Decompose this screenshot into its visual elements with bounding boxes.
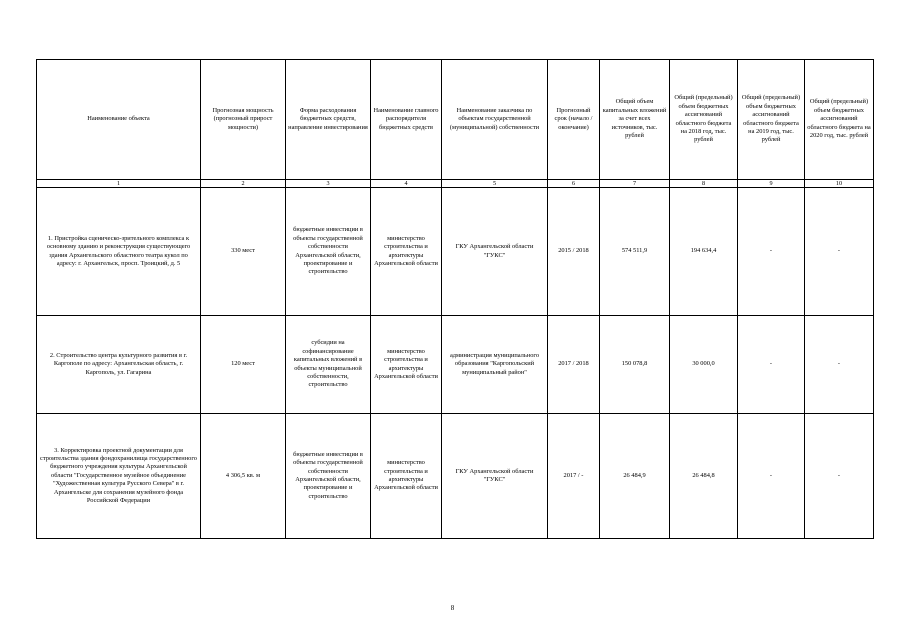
budget-2018-cell: 26 484,8 [670,414,738,539]
investment-objects-table [36,59,874,539]
total-cell: 574 511,9 [600,188,670,316]
object-name-cell: 3. Корректировка проектной документации для строительства здания фондохранилища государственного бюджетного учреждения культуры Архангельской области "Государственное музейное объединение "Художественная культура Русского Севера" в г. Архангельске для сохранения музейного фонда Российской Федерации [37,414,201,539]
column-number: 3 [286,180,371,188]
budget-2020-cell: - [805,316,874,414]
header-capacity: Прогнозная мощность (прогнозный прирост мощности) [201,60,286,180]
form-cell: бюджетные инвестиции в объекты государственной собственности Архангельской области, проектирование и строительство [286,188,371,316]
budget-2019-cell: - [738,414,805,539]
customer-cell: ГКУ Архангельской области "ГУКС" [442,188,548,316]
customer-cell: ГКУ Архангельской области "ГУКС" [442,414,548,539]
table-row [37,316,874,414]
column-number-row [37,180,874,188]
header-2018: Общий (предельный) объем бюджетных ассигнований областного бюджета на 2018 год, тыс. рублей [670,60,738,180]
page-number: 8 [450,604,455,612]
table-row [37,414,874,539]
column-number: 10 [805,180,874,188]
capacity-cell: 4 306,5 кв. м [201,414,286,539]
column-number: 8 [670,180,738,188]
form-cell: субсидии на софинансирование капитальных вложений в объекты муниципальной собственности, строительство [286,316,371,414]
budget-2018-cell: 30 000,0 [670,316,738,414]
budget-2020-cell: - [805,414,874,539]
header-term: Прогнозный срок (начало / окончание) [548,60,600,180]
table-row [37,188,874,316]
column-number: 5 [442,180,548,188]
header-object-name: Наименование объекта [37,60,201,180]
header-2019: Общий (предельный) объем бюджетных ассигнований областного бюджета на 2019 год, тыс. рублей [738,60,805,180]
header-2020: Общий (предельный) объем бюджетных ассигнований областного бюджета на 2020 год, тыс. рублей [805,60,874,180]
capacity-cell: 120 мест [201,316,286,414]
header-total: Общий объем капитальных вложений за счет всех источников, тыс. рублей [600,60,670,180]
column-number: 2 [201,180,286,188]
term-cell: 2015 / 2018 [548,188,600,316]
total-cell: 150 078,8 [600,316,670,414]
table-header-row [37,60,874,180]
header-form: Форма расходования бюджетных средств, направление инвестирования [286,60,371,180]
column-number: 7 [600,180,670,188]
column-number: 9 [738,180,805,188]
object-name-cell: 1. Пристройка сценическо-зрительного комплекса к основному зданию и реконструкция существующего здания Архангельского областного театра кукол по адресу: г. Архангельск, просп. Троицкий, д. 5 [37,188,201,316]
header-customer: Наименование заказчика по объектам государственной (муниципальной) собственности [442,60,548,180]
budget-2020-cell: - [805,188,874,316]
manager-cell: министерство строительства и архитектуры Архангельской области [371,188,442,316]
manager-cell: министерство строительства и архитектуры Архангельской области [371,316,442,414]
term-cell: 2017 / - [548,414,600,539]
budget-2019-cell: - [738,316,805,414]
column-number: 1 [37,180,201,188]
capacity-cell: 330 мест [201,188,286,316]
total-cell: 26 484,9 [600,414,670,539]
customer-cell: администрация муниципального образования "Каргопольский муниципальный район" [442,316,548,414]
object-name-cell: 2. Строительство центра культурного развития в г. Каргополе по адресу: Архангельская область, г. Каргополь, ул. Гагарина [37,316,201,414]
header-manager: Наименование главного распорядителя бюджетных средств [371,60,442,180]
budget-2018-cell: 194 634,4 [670,188,738,316]
budget-2019-cell: - [738,188,805,316]
column-number: 6 [548,180,600,188]
term-cell: 2017 / 2018 [548,316,600,414]
column-number: 4 [371,180,442,188]
manager-cell: министерство строительства и архитектуры Архангельской области [371,414,442,539]
form-cell: бюджетные инвестиции в объекты государственной собственности Архангельской области, проектирование и строительство [286,414,371,539]
